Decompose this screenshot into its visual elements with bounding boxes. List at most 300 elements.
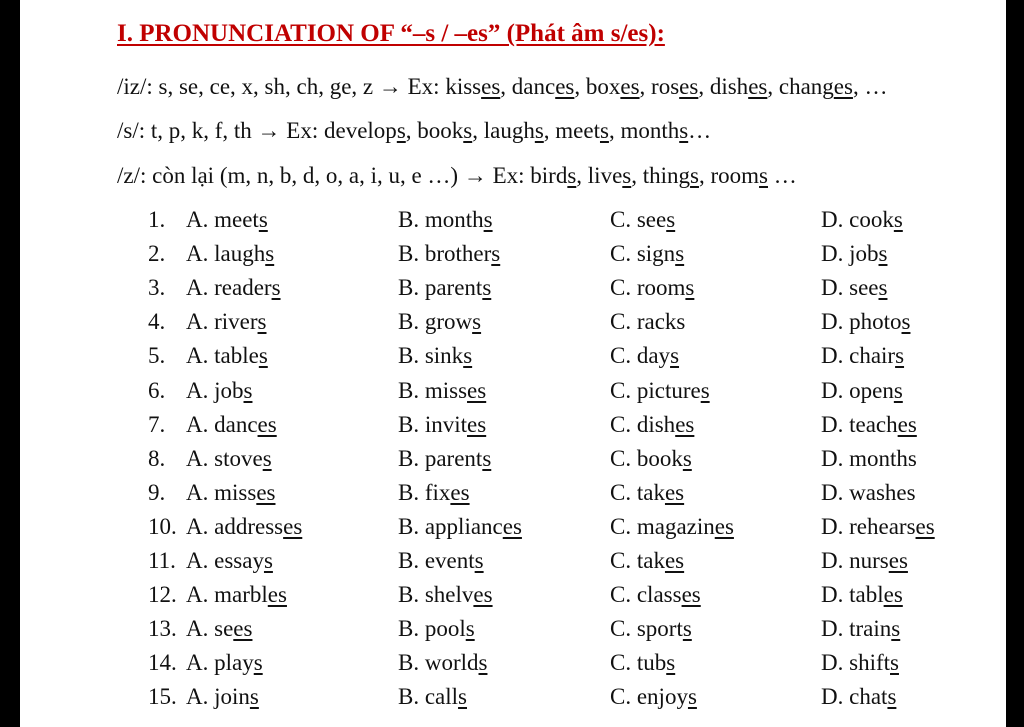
option-b [398, 378, 486, 404]
option-letter: B. [398, 241, 420, 267]
option-letter: B. [398, 479, 420, 505]
option-word-ending: es [467, 377, 487, 403]
example-word-stem: thing [642, 163, 691, 188]
option-word-stem: cook [849, 207, 894, 232]
example-word-ending: es [748, 74, 768, 99]
option-word-ending: es [888, 548, 908, 573]
option-word-stem: chair [849, 343, 896, 369]
question-number: 13. [148, 616, 177, 642]
option-word-ending: es [714, 513, 734, 539]
question-number: 14. [148, 650, 177, 676]
separator: , [574, 74, 586, 99]
option-word-stem: shelv [424, 582, 474, 608]
option-word-ending: es [450, 479, 470, 505]
option-word-ending: s [893, 207, 903, 232]
option-letter: A. [186, 513, 209, 539]
option-letter: B. [398, 548, 420, 573]
option-word-ending: es [664, 479, 685, 505]
option-word-stem: open [849, 377, 894, 403]
option-word-stem: dish [636, 411, 676, 437]
option-word-ending: s [666, 650, 676, 676]
option-word-ending: s [666, 207, 676, 232]
option-word-stem: job [849, 241, 879, 267]
option-word-ending: s [891, 616, 901, 642]
option-a [186, 207, 268, 233]
option-letter: A. [186, 684, 209, 710]
option-c [610, 684, 697, 710]
example-word-stem: meet [555, 118, 600, 143]
option-word-stem: se [214, 616, 234, 642]
example-word-ending: es [679, 74, 699, 99]
option-word-stem: tub [636, 650, 667, 676]
option-a [186, 343, 268, 369]
question-row [148, 548, 988, 582]
example-word-stem: dish [709, 74, 749, 99]
example-word-ending: s [463, 118, 473, 143]
option-letter: D. [821, 207, 844, 232]
option-d [821, 616, 900, 642]
option-d [821, 582, 903, 608]
option-d [821, 412, 917, 438]
example-word-ending: es [481, 74, 501, 99]
question-number: 5. [148, 343, 166, 369]
option-word-ending: s [682, 616, 692, 642]
rule-s [117, 118, 711, 144]
option-word-stem: chat [849, 684, 888, 710]
option-letter: D. [821, 445, 844, 471]
option-d [821, 275, 887, 301]
option-letter: B. [398, 684, 420, 710]
option-b [398, 207, 493, 233]
question-row [148, 343, 988, 377]
option-word-ending: es [473, 582, 493, 608]
option-letter: C. [610, 582, 632, 608]
option-letter: D. [821, 309, 844, 335]
option-word-ending: s [249, 684, 259, 710]
option-letter: A. [186, 275, 209, 301]
option-word-stem: racks [636, 309, 686, 335]
option-letter: A. [186, 343, 209, 369]
example-word-ending: es [620, 74, 640, 99]
option-letter: B. [398, 343, 420, 369]
rule-suffix: , … [852, 74, 888, 99]
option-letter: B. [398, 377, 420, 403]
option-a [186, 241, 274, 267]
option-letter: A. [186, 411, 209, 437]
option-word-ending: s [243, 377, 253, 403]
option-word-ending: s [670, 343, 680, 369]
option-word-stem: miss [424, 377, 468, 403]
option-b [398, 343, 472, 369]
option-word-stem: picture [636, 377, 701, 403]
option-word-ending: s [271, 275, 281, 301]
example-word-stem: danc [511, 74, 556, 99]
option-word-ending: s [685, 275, 695, 301]
option-word-ending: s [482, 445, 492, 471]
option-word-ending: es [467, 411, 487, 437]
option-d [821, 207, 903, 233]
option-word-stem: reader [214, 275, 272, 301]
option-b [398, 582, 493, 608]
example-word-stem: laugh [483, 118, 535, 143]
separator: , [405, 118, 418, 143]
option-word-stem: grow [424, 309, 473, 335]
question-number: 7. [148, 411, 166, 437]
question-row [148, 275, 988, 309]
worksheet-page [20, 0, 1006, 727]
question-row [148, 616, 988, 650]
option-word-ending: es [256, 479, 276, 505]
question-row [148, 412, 988, 446]
option-letter: A. [186, 377, 209, 403]
option-a [186, 582, 287, 608]
option-letter: B. [398, 445, 420, 471]
option-word-stem: essay [214, 548, 264, 573]
option-letter: D. [821, 241, 844, 267]
option-word-stem: photo [849, 309, 902, 335]
option-word-ending: es [664, 548, 685, 573]
option-letter: B. [398, 513, 420, 539]
option-b [398, 480, 470, 506]
option-word-stem: shift [849, 650, 891, 676]
option-letter: C. [610, 275, 632, 301]
option-letter: B. [398, 207, 420, 232]
option-letter: C. [610, 411, 632, 437]
option-word-stem: see [849, 275, 879, 301]
option-letter: C. [610, 207, 632, 232]
example-word-stem: live [587, 163, 623, 188]
option-word-ending: es [502, 513, 522, 539]
option-d [821, 514, 935, 540]
separator: , [631, 163, 643, 188]
option-b [398, 650, 487, 676]
option-letter: C. [610, 513, 632, 539]
option-b [398, 309, 481, 335]
option-word-ending: s [895, 343, 905, 369]
option-word-stem: magazin [636, 513, 715, 539]
option-letter: C. [610, 684, 632, 710]
option-word-ending: s [262, 445, 272, 471]
option-word-ending: es [233, 616, 253, 642]
option-word-ending: s [878, 241, 888, 267]
separator: , [767, 74, 779, 99]
option-d [821, 480, 916, 506]
option-a [186, 514, 302, 540]
option-word-stem: months [849, 445, 917, 471]
option-b [398, 548, 484, 574]
option-a [186, 309, 267, 335]
option-word-ending: s [253, 650, 263, 676]
option-word-stem: parent [424, 275, 483, 301]
example-word-stem: kiss [445, 74, 482, 99]
option-word-stem: table [214, 343, 259, 369]
example-word-ending: s [690, 163, 699, 188]
option-letter: C. [610, 616, 632, 642]
separator: , [500, 74, 512, 99]
example-word-ending: s [759, 163, 768, 188]
separator: , [576, 163, 588, 188]
example-word-stem: ros [651, 74, 680, 99]
option-word-ending: s [491, 241, 501, 267]
option-letter: B. [398, 275, 420, 301]
option-word-stem: day [636, 343, 671, 369]
option-word-ending: es [675, 411, 695, 437]
option-word-ending: s [687, 684, 697, 710]
option-word-ending: s [890, 650, 899, 676]
option-word-stem: class [636, 582, 682, 608]
option-letter: D. [821, 548, 844, 573]
option-word-stem: applianc [424, 513, 503, 539]
example-word-stem: chang [778, 74, 834, 99]
option-word-ending: s [458, 684, 467, 710]
question-number: 3. [148, 275, 166, 301]
example-word-ending: s [567, 163, 577, 188]
option-word-ending: s [700, 377, 710, 403]
option-letter: A. [186, 582, 209, 608]
option-word-ending: s [263, 548, 273, 573]
question-row [148, 446, 988, 480]
separator: , [698, 163, 711, 188]
option-word-stem: address [214, 513, 284, 539]
option-word-ending: s [887, 684, 897, 710]
option-letter: B. [398, 650, 420, 676]
question-row [148, 207, 988, 241]
option-word-stem: event [424, 548, 475, 573]
question-row [148, 241, 988, 275]
question-row [148, 684, 988, 718]
question-row [148, 480, 988, 514]
option-word-ending: s [893, 377, 903, 403]
option-c [610, 207, 675, 233]
rule-prefix: /z/: còn lại (m, n, b, d, o, a, i, u, e …) → Ex: [117, 163, 531, 188]
option-letter: A. [186, 479, 209, 505]
option-word-stem: parent [424, 445, 483, 471]
example-word-stem: develop [324, 118, 397, 143]
separator: , [698, 74, 710, 99]
left-black-border [0, 0, 20, 727]
option-word-stem: enjoy [636, 684, 688, 710]
option-word-ending: s [878, 275, 888, 301]
option-letter: D. [821, 411, 844, 437]
option-word-ending: s [265, 241, 275, 267]
option-letter: A. [186, 548, 209, 573]
option-letter: D. [821, 582, 844, 608]
option-letter: C. [610, 445, 632, 471]
option-c [610, 412, 694, 438]
option-letter: C. [610, 309, 632, 335]
option-word-ending: es [257, 411, 277, 437]
option-word-stem: sign [636, 241, 676, 267]
option-word-stem: tabl [849, 582, 884, 608]
option-word-ending: s [465, 616, 475, 642]
option-letter: B. [398, 309, 420, 335]
option-d [821, 241, 887, 267]
option-d [821, 650, 899, 676]
option-word-ending: es [681, 582, 701, 608]
option-word-stem: miss [214, 479, 257, 505]
option-letter: A. [186, 650, 209, 676]
option-letter: A. [186, 207, 209, 232]
option-word-ending: s [472, 309, 482, 335]
option-word-ending: es [883, 582, 903, 608]
option-word-ending: s [257, 309, 267, 335]
option-word-stem: river [214, 309, 258, 335]
separator: , [639, 74, 652, 99]
section-title: I. PRONUNCIATION OF “–s / –es” (Phát âm s/es): [117, 20, 665, 47]
option-c [610, 343, 679, 369]
option-a [186, 412, 277, 438]
rule-iz [117, 74, 887, 100]
question-number: 2. [148, 241, 166, 267]
option-letter: C. [610, 650, 632, 676]
rule-prefix: /s/: t, p, k, f, th → Ex: [117, 118, 324, 143]
option-b [398, 616, 475, 642]
option-word-ending: s [258, 207, 268, 232]
option-b [398, 412, 486, 438]
option-c [610, 275, 694, 301]
question-number: 10. [148, 513, 177, 539]
option-word-ending: s [675, 241, 685, 267]
option-letter: B. [398, 582, 420, 608]
rule-z [117, 163, 797, 189]
option-word-stem: sink [424, 343, 464, 369]
option-letter: D. [821, 343, 844, 369]
option-c [610, 309, 685, 335]
separator: , [543, 118, 556, 143]
option-c [610, 480, 684, 506]
option-letter: A. [186, 241, 209, 267]
option-word-stem: job [214, 377, 244, 403]
question-number: 15. [148, 684, 177, 710]
option-a [186, 275, 281, 301]
option-letter: C. [610, 548, 632, 573]
option-word-stem: tak [636, 479, 665, 505]
option-c [610, 650, 675, 676]
option-c [610, 616, 692, 642]
question-row [148, 378, 988, 412]
option-c [610, 241, 684, 267]
option-letter: A. [186, 309, 209, 335]
question-row [148, 650, 988, 684]
option-word-ending: s [483, 207, 493, 232]
option-word-stem: see [636, 207, 667, 232]
example-word-ending: es [555, 74, 575, 99]
option-word-stem: join [214, 684, 250, 710]
option-b [398, 514, 522, 540]
option-word-stem: tak [636, 548, 665, 573]
question-number: 6. [148, 377, 166, 403]
option-c [610, 446, 692, 472]
option-word-stem: world [424, 650, 479, 676]
option-b [398, 241, 500, 267]
option-word-ending: s [901, 309, 911, 335]
option-a [186, 446, 272, 472]
option-a [186, 650, 263, 676]
example-word-ending: s [534, 118, 544, 143]
option-word-stem: train [849, 616, 892, 642]
question-row [148, 309, 988, 343]
option-a [186, 378, 252, 404]
option-word-stem: call [424, 684, 459, 710]
option-word-stem: washes [849, 479, 916, 505]
example-word-stem: box [585, 74, 621, 99]
option-c [610, 582, 701, 608]
question-number: 4. [148, 309, 166, 335]
option-word-stem: sport [636, 616, 683, 642]
option-word-ending: s [478, 650, 488, 676]
option-word-stem: book [636, 445, 683, 471]
example-word-stem: bird [530, 163, 568, 188]
option-letter: D. [821, 616, 844, 642]
option-a [186, 548, 273, 574]
example-word-ending: s [599, 118, 609, 143]
option-word-stem: fix [424, 479, 451, 505]
option-word-stem: stove [214, 445, 263, 471]
option-word-ending: s [682, 445, 692, 471]
option-a [186, 480, 275, 506]
question-row [148, 514, 988, 548]
option-letter: D. [821, 377, 844, 403]
option-word-stem: play [214, 650, 254, 676]
option-letter: A. [186, 616, 209, 642]
example-word-ending: s [679, 118, 689, 143]
option-a [186, 616, 252, 642]
separator: , [472, 118, 484, 143]
option-letter: C. [610, 343, 632, 369]
right-black-border [1006, 0, 1024, 727]
option-word-stem: nurs [849, 548, 889, 573]
option-d [821, 548, 908, 574]
option-letter: C. [610, 479, 632, 505]
option-word-ending: es [915, 513, 935, 539]
question-number: 1. [148, 207, 166, 232]
option-c [610, 514, 734, 540]
question-number: 8. [148, 445, 166, 471]
option-a [186, 684, 259, 710]
separator: , [608, 118, 621, 143]
option-d [821, 309, 910, 335]
option-letter: D. [821, 275, 844, 301]
option-letter: B. [398, 411, 420, 437]
example-word-stem: room [710, 163, 760, 188]
option-letter: D. [821, 684, 844, 710]
option-word-ending: s [474, 548, 484, 573]
option-b [398, 446, 491, 472]
example-word-stem: book [417, 118, 464, 143]
option-letter: D. [821, 479, 844, 505]
question-number: 11. [148, 548, 176, 573]
option-word-stem: invit [424, 411, 468, 437]
example-word-ending: es [833, 74, 853, 99]
option-word-ending: s [482, 275, 492, 301]
option-word-stem: brother [424, 241, 492, 267]
option-letter: D. [821, 513, 844, 539]
option-b [398, 275, 491, 301]
rule-suffix: … [768, 163, 797, 188]
option-word-stem: month [424, 207, 484, 232]
option-word-ending: es [267, 582, 287, 608]
option-letter: B. [398, 616, 420, 642]
option-c [610, 548, 684, 574]
question-row [148, 582, 988, 616]
option-word-stem: rehears [849, 513, 916, 539]
option-letter: A. [186, 445, 209, 471]
example-word-ending: s [396, 118, 406, 143]
option-c [610, 378, 710, 404]
question-number: 9. [148, 479, 166, 505]
option-letter: C. [610, 241, 632, 267]
option-word-stem: teach [849, 411, 898, 437]
